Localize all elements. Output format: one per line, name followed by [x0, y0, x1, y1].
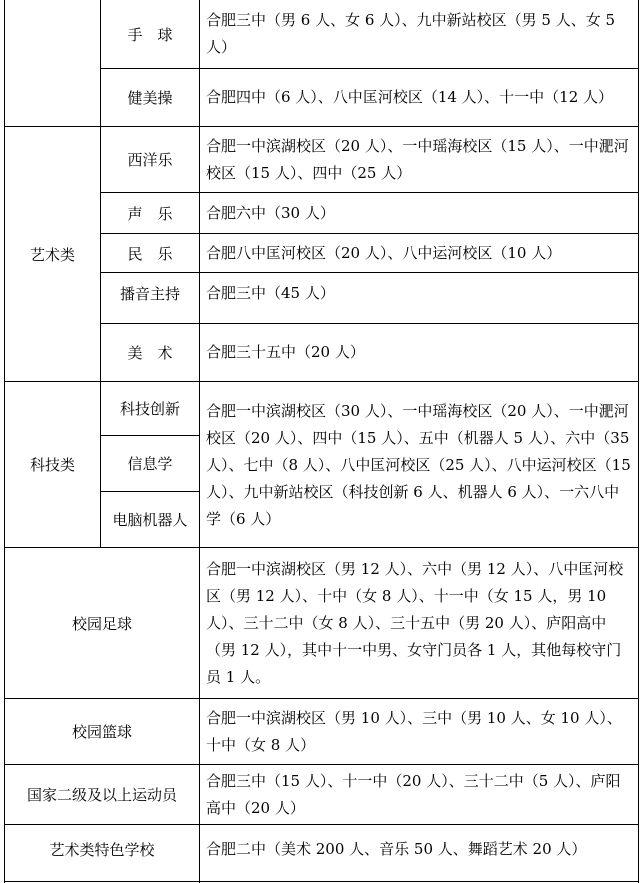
schools-cell: [206, 324, 638, 381]
schools-cell: [206, 548, 638, 698]
schools-text: 合肥三中（15 人）、十一中（20 人）、三十二中（5 人）、庐阳高中（20 人）: [206, 771, 621, 817]
schools-cell: [206, 765, 638, 824]
schools-text: 合肥二中（美术 200 人、音乐 50 人、舞蹈艺术 20 人）: [206, 839, 587, 858]
subcategory-label: 科技创新: [119, 400, 180, 418]
schools-text: 合肥三十五中（20 人）: [206, 343, 365, 361]
schools-text: 合肥三中（45 人）: [206, 284, 335, 302]
subcategory-label: 声 乐: [127, 204, 173, 223]
schools-cell: [206, 69, 638, 126]
table-border-right: [638, 0, 639, 883]
category-label: 国家二级及以上运动员: [26, 786, 177, 804]
schools-text: 合肥四中（6 人）、八中匡河校区（14 人）、十一中（12 人）: [206, 88, 614, 106]
schools-text: 合肥三中（男 6 人、女 6 人）、九中新站校区（男 5 人、女 5 人）: [206, 11, 616, 56]
subcategory-label: 电脑机器人: [112, 511, 188, 529]
subcategory-label: 美 术: [127, 344, 173, 362]
table-border-bottom: [4, 881, 639, 882]
subcategory-label: 西洋乐: [127, 151, 173, 169]
schools-text: 合肥六中（30 人）: [206, 203, 335, 222]
subcategory-label: 民 乐: [127, 244, 173, 263]
subcategory-label: 信息学: [127, 455, 173, 473]
table-divider-content: [199, 0, 200, 883]
schools-cell: [206, 699, 638, 764]
category-label: 艺术类: [29, 245, 75, 264]
category-label: 校园足球: [71, 614, 132, 633]
schools-cell: [206, 0, 638, 68]
category-label: 科技类: [29, 456, 75, 474]
schools-cell: [206, 390, 638, 540]
subcategory-label: 手 球: [127, 25, 173, 44]
schools-text: 合肥一中滨湖校区（20 人）、一中瑶海校区（15 人）、一中淝河校区（15 人）、四中（25 人）: [206, 136, 629, 182]
category-label: 艺术类特色学校: [49, 840, 155, 859]
subcategory-label: 播音主持: [119, 285, 180, 303]
schools-cell: [206, 234, 638, 272]
schools-text: 合肥一中滨湖校区（男 10 人）、三中（男 10 人、女 10 人）、十中（女 8 人）: [206, 708, 622, 754]
category-label: 校园篮球: [71, 723, 132, 741]
schools-cell: [206, 273, 638, 314]
schools-text: 合肥一中滨湖校区（30 人）、一中瑶海校区（20 人）、一中淝河校区（20 人）、四中（15 人）、五中（机器人 5 人）、六中（35 人）、七中（8 人）、八中匡河校区（25 人）、八中运河校区（15 人）、九中新站校区（科技创新 6 人、机器人 6 人）、一六八中学（6 人）: [206, 401, 631, 528]
schools-cell: [206, 825, 638, 873]
schools-text: 合肥八中匡河校区（20 人）、八中运河校区（10 人）: [206, 243, 562, 262]
schools-cell: [206, 193, 638, 233]
subcategory-label: 健美操: [127, 89, 173, 107]
schools-text: 合肥一中滨湖校区（男 12 人）、六中（男 12 人）、八中匡河校区（男 12 人）、十中（女 8 人）、十一中（女 15 人，男 10 人）、三十二中（女 8 人）、三十五中（男 20 人）、庐阳高中（男 12 人），其中十一中男、女守门员各 1 人，其他每校守门员 1 人。: [206, 559, 624, 686]
schools-cell: [206, 127, 638, 192]
